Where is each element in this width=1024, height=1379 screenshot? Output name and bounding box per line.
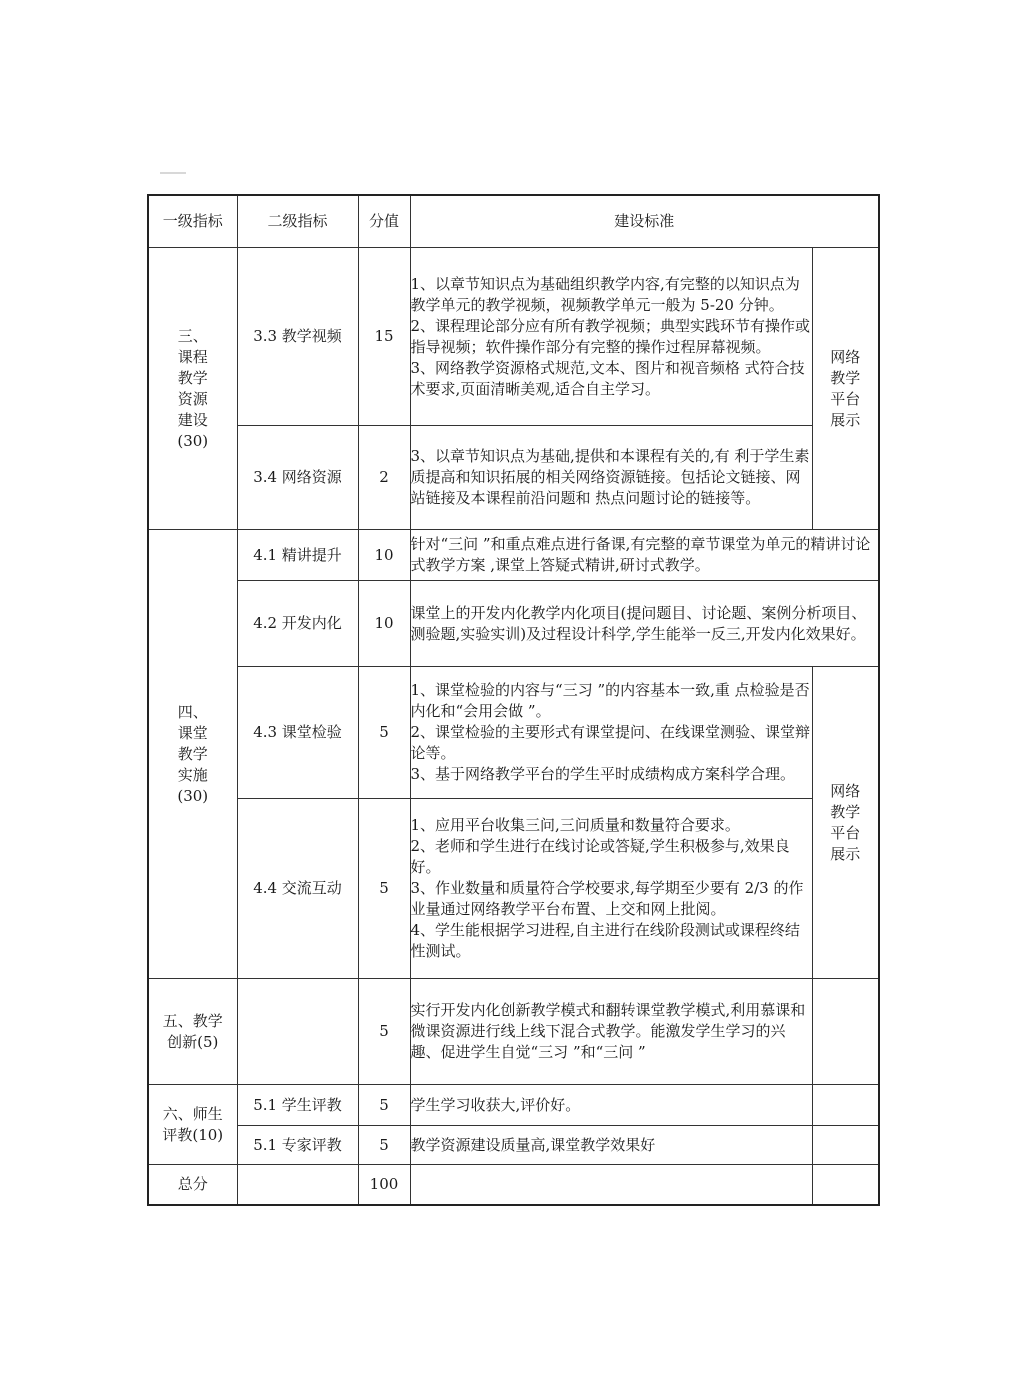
level1-cell: 六、师生 评教(10)	[148, 1085, 237, 1165]
score-cell: 5	[358, 979, 410, 1085]
level2-cell: 3.3 教学视频	[237, 248, 358, 426]
level2-cell: 4.3 课堂检验	[237, 667, 358, 799]
platform-note: 网络 教学 平台 展示	[812, 667, 879, 979]
header-level1: 一级指标	[148, 195, 237, 248]
standard-cell: 1、应用平台收集三问,三问质量和数量符合要求。 2、老师和学生进行在线讨论或答疑,学生积极参与,效果良好。 3、作业数量和质量符合学校要求,每学期至少要有 2/3 的作业量通过网络教学平台布置、上交和网上批阅。 4、学生能根据学习进程,自主进行在线阶段测试或课程终结性测试。	[410, 799, 812, 979]
total-label: 总分	[148, 1165, 237, 1205]
table-row	[148, 799, 879, 979]
header-standard: 建设标准	[410, 195, 879, 248]
empty-cell	[410, 1165, 812, 1205]
score-cell: 2	[358, 426, 410, 530]
table-row	[148, 1085, 879, 1126]
standard-cell: 实行开发内化创新教学模式和翻转课堂教学模式,利用慕课和微课资源进行线上线下混合式教学。能激发学生学习的兴趣、促进学生自觉“三习 ”和“三问 ”	[410, 979, 812, 1085]
table-row	[148, 530, 879, 581]
table-row	[148, 979, 879, 1085]
level2-cell: 5.1 学生评教	[237, 1085, 358, 1126]
header-row	[148, 195, 879, 248]
header-score: 分值	[358, 195, 410, 248]
level1-cell: 五、教学 创新(5)	[148, 979, 237, 1085]
score-cell: 10	[358, 530, 410, 581]
evaluation-criteria-table	[147, 194, 880, 1206]
level2-cell: 4.1 精讲提升	[237, 530, 358, 581]
table-row	[148, 1126, 879, 1165]
score-cell: 5	[358, 1085, 410, 1126]
empty-note-cell	[812, 1085, 879, 1126]
standard-cell: 教学资源建设质量高,课堂教学效果好	[410, 1126, 812, 1165]
level1-cell: 四、 课堂 教学 实施 (30)	[148, 530, 237, 979]
standard-cell: 3、以章节知识点为基础,提供和本课程有关的,有 利于学生素质提高和知识拓展的相关网络资源链接。包括论文链接、网站链接及本课程前沿问题和 热点问题讨论的链接等。	[410, 426, 812, 530]
total-row	[148, 1165, 879, 1205]
total-score: 100	[358, 1165, 410, 1205]
score-cell: 15	[358, 248, 410, 426]
standard-cell: 针对“三问 ”和重点难点进行备课,有完整的章节课堂为单元的精讲讨论式教学方案 ,课堂上答疑式精讲,研讨式教学。	[410, 530, 879, 581]
page-smudge	[160, 172, 186, 174]
empty-note-cell	[812, 979, 879, 1085]
level1-cell: 三、 课程 教学 资源 建设 (30)	[148, 248, 237, 530]
level2-cell: 4.2 开发内化	[237, 581, 358, 667]
level2-cell: 4.4 交流互动	[237, 799, 358, 979]
score-cell: 5	[358, 799, 410, 979]
empty-note-cell	[812, 1126, 879, 1165]
header-level2: 二级指标	[237, 195, 358, 248]
standard-cell: 学生学习收获大,评价好。	[410, 1085, 812, 1126]
standard-cell: 1、以章节知识点为基础组织教学内容,有完整的以知识点为教学单元的教学视频，视频教学单元一般为 5-20 分钟。 2、课程理论部分应有所有教学视频；典型实践环节有操作或指导视频；软件操作部分有完整的操作过程屏幕视频。 3、网络教学资源格式规范,文本、图片和视音频格 式符合技术要求,页面清晰美观,适合自主学习。	[410, 248, 812, 426]
score-cell: 10	[358, 581, 410, 667]
table-row	[148, 667, 879, 799]
score-cell: 5	[358, 667, 410, 799]
table-row	[148, 248, 879, 426]
level2-cell	[237, 979, 358, 1085]
empty-cell	[812, 1165, 879, 1205]
standard-cell: 1、课堂检验的内容与“三习 ”的内容基本一致,重 点检验是否内化和“会用会做 ”。 2、课堂检验的主要形式有课堂提问、在线课堂测验、课堂辩论等。 3、基于网络教学平台的学生平时成绩构成方案科学合理。	[410, 667, 812, 799]
table-row	[148, 581, 879, 667]
level2-cell: 5.1 专家评教	[237, 1126, 358, 1165]
standard-cell: 课堂上的开发内化教学内化项目(提问题目、讨论题、案例分析项目、测验题,实验实训)及过程设计科学,学生能举一反三,开发内化效果好。	[410, 581, 879, 667]
empty-cell	[237, 1165, 358, 1205]
platform-note: 网络 教学 平台 展示	[812, 248, 879, 530]
level2-cell: 3.4 网络资源	[237, 426, 358, 530]
table-row	[148, 426, 879, 530]
score-cell: 5	[358, 1126, 410, 1165]
